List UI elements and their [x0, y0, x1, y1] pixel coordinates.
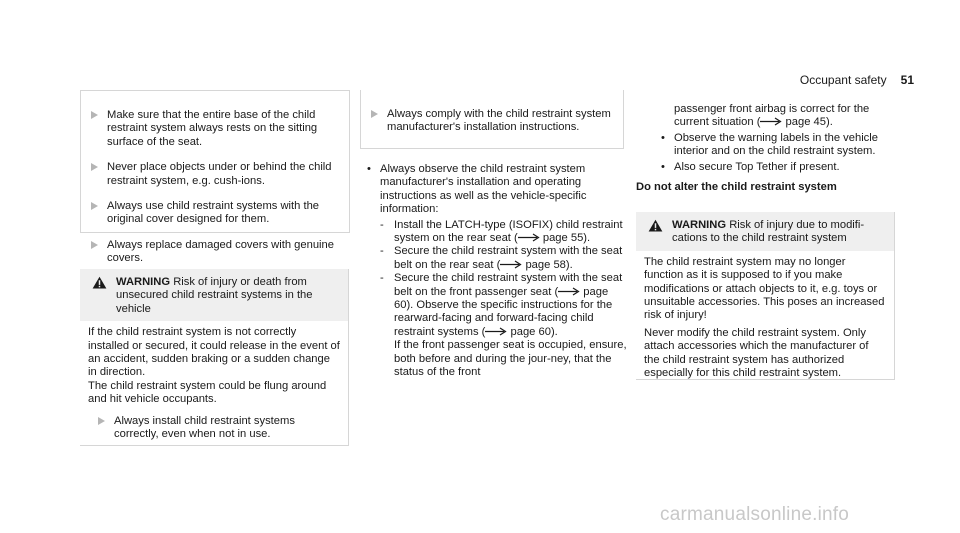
step-item: Always comply with the child restraint system manufacturer's installation instructions. — [361, 108, 613, 135]
sub-item: - Secure the child restraint system with the seat belt on the front passenger seat ( page 60). Observe the specific instructions for the rearward-facing and forward-facing child restraint systems ( page 60). If the front passenger seat is occupied, ensure, both before and during the jour-ney, that the status of the front — [380, 272, 627, 379]
warning-triangle-icon — [648, 219, 663, 232]
warning-paragraph: The child restraint system could be flung around and hit vehicle occupants. — [88, 379, 327, 406]
arrow-right-icon — [760, 117, 782, 126]
col2-body — [366, 163, 628, 380]
arrow-right-icon — [558, 287, 580, 296]
triangle-icon — [91, 241, 98, 249]
triangle-icon — [98, 417, 105, 425]
warning-paragraph: If the child restraint system is not correctly installed or secured, it could release in the event of an accident, sudden braking or a sudden change in direction. — [88, 326, 340, 379]
sub-item: - Secure the child restraint system with the seat belt on the rear seat ( page 58). — [380, 245, 623, 271]
arrow-right-icon — [500, 260, 522, 269]
warning-label: WARNING — [116, 276, 171, 288]
step-item: Always replace damaged covers with genuine covers. — [81, 239, 339, 266]
warning-title: Risk of injury due to modifi-cations to the child restraint system — [672, 219, 865, 245]
arrow-right-icon — [518, 233, 540, 242]
col3-warning-box — [636, 212, 895, 380]
triangle-icon — [91, 202, 98, 210]
col2-step-box — [360, 90, 624, 149]
triangle-icon — [371, 110, 378, 118]
warning-header — [636, 212, 894, 251]
section-title: Occupant safety — [799, 73, 887, 87]
warning-label: WARNING — [672, 219, 727, 231]
step-item: Always use child restraint systems with the original cover designed for them. — [81, 200, 339, 227]
continuation-text: passenger front airbag is correct for the current situation ( page 45). — [674, 103, 870, 129]
warning-paragraph: Never modify the child restraint system. Only attach accessories which the manufacturer of the child restraint system has authorized especially for this child restraint system. — [644, 326, 869, 380]
page-number: 51 — [900, 73, 914, 87]
warning-title: Risk of injury or death from unsecured child restraint systems in the vehicle — [116, 276, 313, 315]
page-header — [800, 74, 914, 87]
arrow-right-icon — [485, 327, 507, 336]
step-item: Always install child restraint systems correctly, even when not in use. — [88, 415, 340, 442]
sub-item-tail: If the front passenger seat is occupied, ensure, both before and during the jour-ney, that the status of the front — [394, 339, 627, 379]
triangle-icon — [91, 163, 98, 171]
step-item: Make sure that the entire base of the child restraint system always rests on the sitting surface of the seat. — [81, 109, 339, 149]
col1-steps-box — [80, 90, 350, 265]
bullet-item: • Always observe the child restraint system manufacturer's installation and operating instructions as well as the vehicle-specific information: — [366, 163, 628, 217]
col3-body — [636, 103, 894, 194]
warning-paragraph: The child restraint system may no longer function as it is supposed to if you make modifications or attach objects to it, e.g. toys or unsuitable accessories. This poses an increased risk of injury! — [644, 255, 885, 322]
warning-header — [80, 269, 348, 321]
bullet-item: • Observe the warning labels in the vehicle interior and on the child restraint system. — [660, 132, 894, 159]
col1-warning-box — [80, 269, 349, 446]
bullet-item: • Also secure Top Tether if present. — [660, 161, 894, 174]
triangle-icon — [91, 111, 98, 119]
sub-item: - Install the LATCH-type (ISOFIX) child restraint system on the rear seat ( page 55). — [380, 218, 623, 245]
watermark-text: carmanualsonline.info — [660, 504, 850, 525]
warning-triangle-icon — [92, 276, 107, 289]
step-item: Never place objects under or behind the child restraint system, e.g. cush-ions. — [81, 161, 339, 188]
section-heading: Do not alter the child restraint system — [636, 181, 837, 194]
